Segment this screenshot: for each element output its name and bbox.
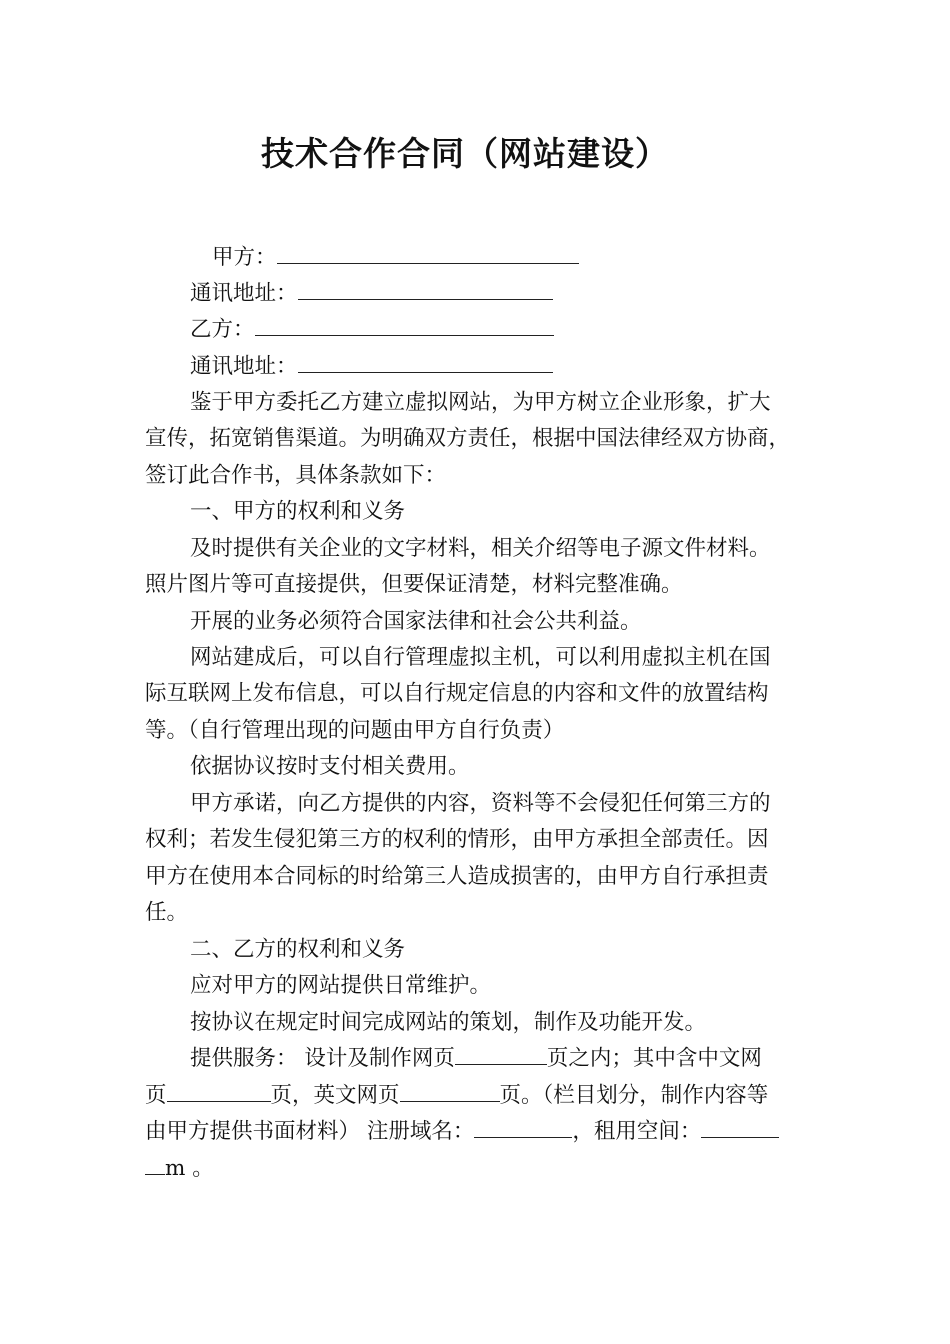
- services-text-3a: 由甲方提供书面材料） 注册域名：: [145, 1119, 475, 1144]
- s1-p5-line-2: 权利；若发生侵犯第三方的权利的情形，由甲方承担全部责任。因: [145, 827, 769, 852]
- s1-p4: 依据协议按时支付相关费用。: [190, 754, 470, 779]
- s2-p2: 按协议在规定时间完成网站的策划，制作及功能开发。: [190, 1010, 707, 1035]
- s1-p5-line-3: 甲方在使用本合同标的时给第三人造成损害的，由甲方自行承担责: [145, 864, 769, 889]
- page-count-blank: [455, 1042, 547, 1065]
- document-title: 技术合作合同（网站建设）: [261, 134, 669, 173]
- address-a-label: 通讯地址：: [190, 281, 298, 306]
- services-text-3b: ，租用空间：: [572, 1119, 702, 1144]
- s1-p3-line-3: 等。（自行管理出现的问题由甲方自行负责）: [145, 718, 565, 743]
- s1-p1-line-1: 及时提供有关企业的文字材料，相关介绍等电子源文件材料。: [190, 536, 771, 561]
- english-pages-blank: [400, 1079, 500, 1102]
- address-b-blank: [298, 350, 553, 373]
- services-text-1a: 提供服务： 设计及制作网页: [190, 1046, 455, 1071]
- s1-p3-line-1: 网站建成后，可以自行管理虚拟主机，可以利用虚拟主机在国: [190, 645, 771, 670]
- s2-p3-line-1: [190, 1041, 870, 1077]
- services-text-4: m 。: [165, 1156, 214, 1181]
- s1-p1-line-2: 照片图片等可直接提供，但要保证清楚，材料完整准确。: [145, 572, 683, 597]
- s1-p2: 开展的业务必须符合国家法律和社会公共利益。: [190, 609, 642, 634]
- intro-line-1: 鉴于甲方委托乙方建立虚拟网站，为甲方树立企业形象，扩大: [190, 390, 771, 415]
- party-b-line: [190, 312, 870, 348]
- section-1-heading: 一、甲方的权利和义务: [190, 499, 406, 524]
- section-2-heading: 二、乙方的权利和义务: [190, 937, 406, 962]
- s1-p3-line-2: 际互联网上发布信息，可以自行规定信息的内容和文件的放置结构: [145, 681, 769, 706]
- domain-blank: [474, 1115, 572, 1138]
- s2-p1: 应对甲方的网站提供日常维护。: [190, 973, 492, 998]
- address-b-line: [190, 349, 870, 385]
- party-b-blank: [255, 313, 554, 336]
- party-b-label: 乙方：: [190, 317, 255, 342]
- s2-p3-line-4: [145, 1151, 825, 1187]
- space-blank-part-1: [701, 1115, 779, 1138]
- address-b-label: 通讯地址：: [190, 354, 298, 379]
- services-text-2b: 页，英文网页: [270, 1083, 400, 1108]
- services-text-2c: 页。（栏目划分，制作内容等: [499, 1083, 769, 1108]
- s1-p5-line-1: 甲方承诺，向乙方提供的内容，资料等不会侵犯任何第三方的: [190, 791, 771, 816]
- chinese-pages-blank: [167, 1079, 271, 1102]
- address-a-line: [190, 276, 870, 312]
- party-a-blank: [277, 241, 579, 264]
- s1-p5-line-4: 任。: [145, 900, 189, 925]
- party-a-label: 甲方：: [212, 245, 277, 270]
- intro-line-3: 签订此合作书，具体条款如下：: [145, 463, 447, 488]
- address-a-blank: [298, 277, 553, 300]
- space-blank-part-2: [145, 1152, 165, 1175]
- party-a-line: [212, 240, 892, 276]
- s2-p3-line-3: [145, 1114, 825, 1150]
- services-text-2a: 页: [145, 1083, 167, 1108]
- services-text-1b: 页之内；其中含中文网: [546, 1046, 762, 1071]
- intro-line-2: 宣传，拓宽销售渠道。为明确双方责任，根据中国法律经双方协商，: [145, 426, 791, 451]
- s2-p3-line-2: [145, 1078, 825, 1114]
